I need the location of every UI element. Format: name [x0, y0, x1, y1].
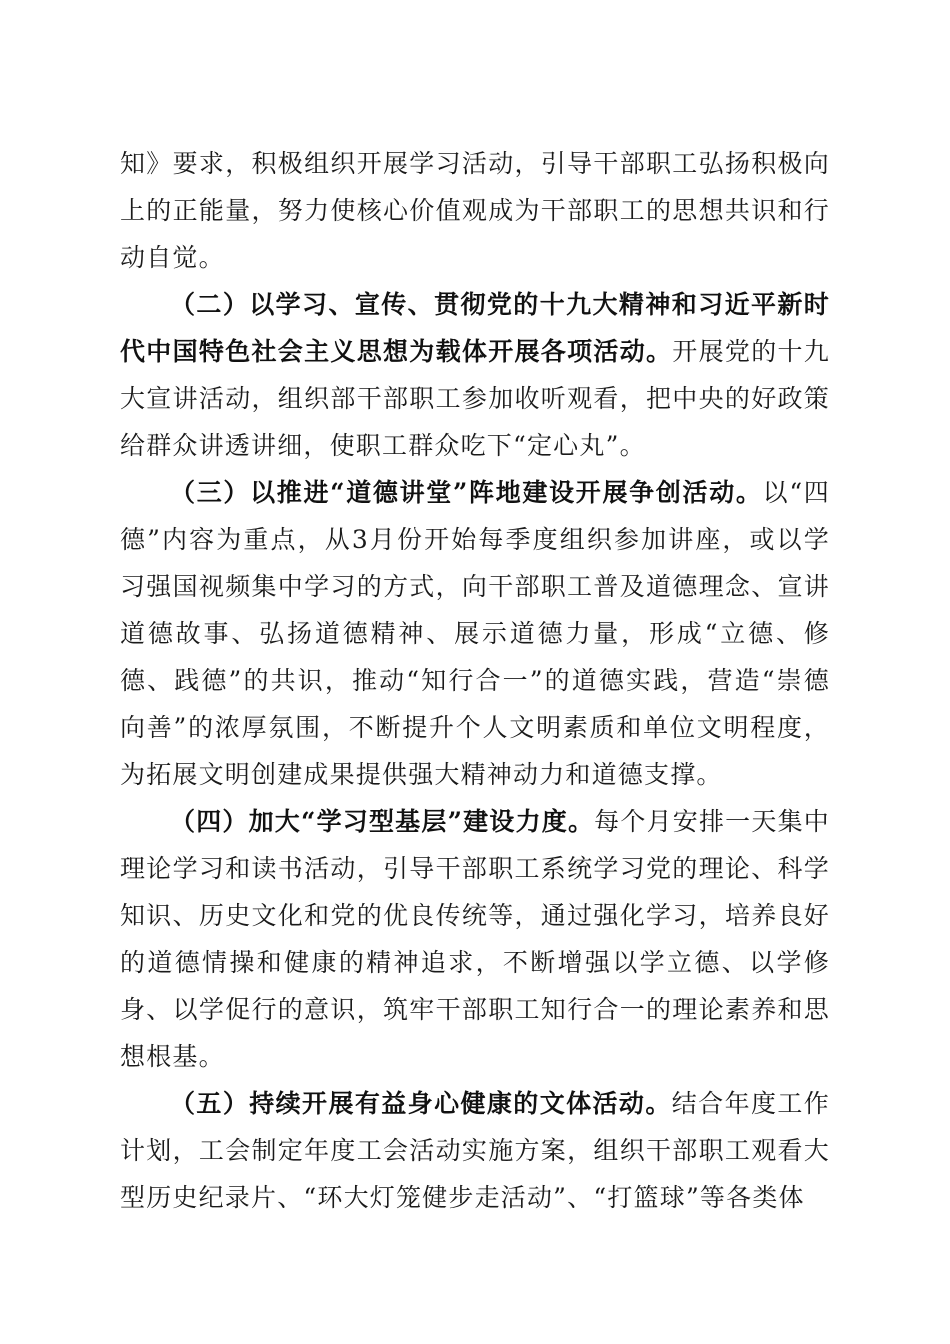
paragraph-5 [120, 1080, 830, 1221]
paragraph-2-heading: （二）以学习、宣传、贯彻党的十九大精神和习近平新时代中国特色社会主义思想为载体开展各项活动。 [120, 290, 830, 366]
paragraph-1-continuation [120, 140, 830, 281]
paragraph-3-body: 以“四德”内容为重点，从3月份开始每季度组织参加讲座，或以学习强国视频集中学习的方式，向干部职工普及道德理念、宣讲道德故事、弘扬道德精神、展示道德力量，形成“立德、修德、践德”的共识，推动“知行合一”的道德实践，营造“崇德向善”的浓厚氛围，不断提升个人文明素质和单位文明程度，为拓展文明创建成果提供强大精神动力和道德支撑。 [120, 478, 830, 789]
document-body [120, 140, 830, 1221]
paragraph-5-heading: （五）持续开展有益身心健康的文体活动。 [170, 1089, 672, 1118]
paragraph-1-body: 知》要求，积极组织开展学习活动，引导干部职工弘扬积极向上的正能量，努力使核心价值观成为干部职工的思想共识和行动自觉。 [120, 149, 830, 272]
paragraph-3 [120, 469, 830, 798]
paragraph-5-body: 结合年度工作计划，工会制定年度工会活动实施方案，组织干部职工观看大型历史纪录片、“环大灯笼健步走活动”、“打篮球”等各类体 [120, 1089, 830, 1212]
paragraph-2 [120, 281, 830, 469]
paragraph-4 [120, 798, 830, 1080]
paragraph-4-body: 每个月安排一天集中理论学习和读书活动，引导干部职工系统学习党的理论、科学知识、历史文化和党的优良传统等，通过强化学习，培养良好的道德情操和健康的精神追求，不断增强以学立德、以学修身、以学促行的意识，筑牢干部职工知行合一的理论素养和思想根基。 [120, 807, 830, 1071]
paragraph-3-heading: （三）以推进“道德讲堂”阵地建设开展争创活动。 [170, 478, 763, 507]
paragraph-4-heading: （四）加大“学习型基层”建设力度。 [170, 807, 595, 836]
paragraph-2-body: 开展党的十九大宣讲活动，组织部干部职工参加收听观看，把中央的好政策给群众讲透讲细，使职工群众吃下“定心丸”。 [120, 337, 830, 460]
